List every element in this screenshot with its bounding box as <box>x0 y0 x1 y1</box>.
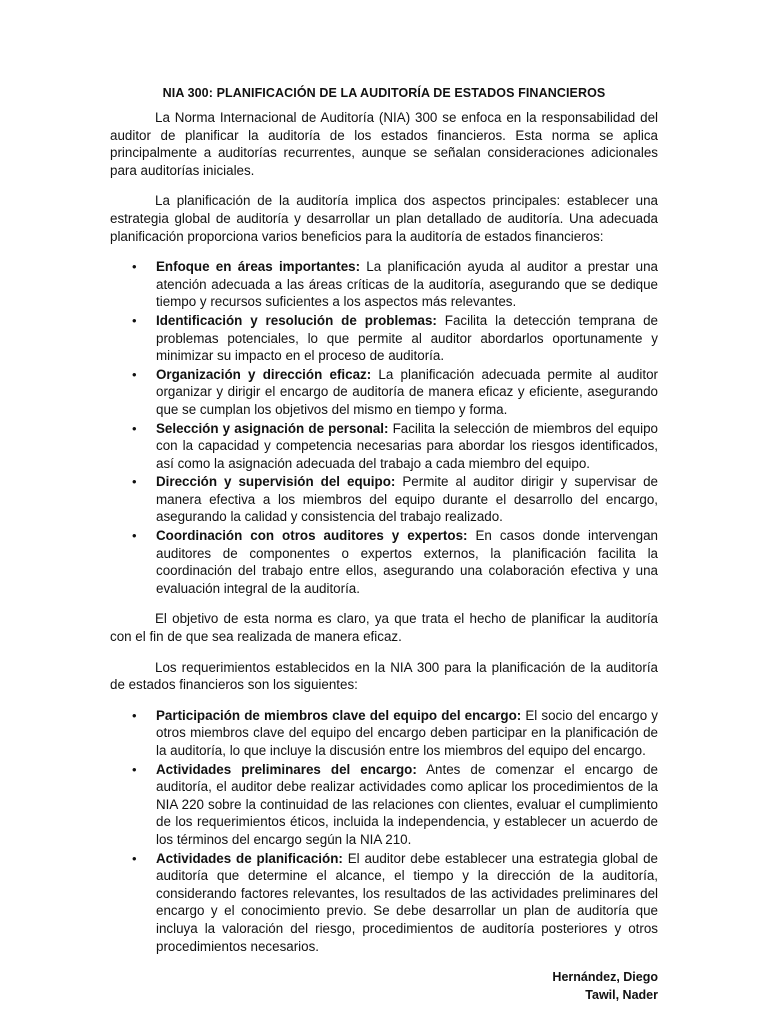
benefit-text: Facilita la selección de miembros del equipo con la capacidad y competencia necesarias para abordar los riesgos identificados, así como la asignación adecuada del trabajo a cada miembro del equipo. <box>156 420 658 471</box>
signature-block <box>110 968 658 1004</box>
bullet-icon: • <box>132 761 137 777</box>
requirement-term: Actividades preliminares del encargo: <box>156 761 417 777</box>
bullet-icon: • <box>132 420 137 436</box>
intro-paragraph-2: La planificación de la auditoría implica dos aspectos principales: establecer una estrategia global de auditoría y desarrollar un plan detallado de auditoría. Una adecuada planificación proporciona varios beneficios para la auditoría de estados financieros: <box>110 193 658 244</box>
benefit-term: Dirección y supervisión del equipo: <box>156 474 396 490</box>
bullet-icon: • <box>132 312 137 328</box>
author-name: Hernández, Diego <box>552 970 658 985</box>
benefit-term: Organización y dirección eficaz: <box>156 366 372 382</box>
bullet-icon: • <box>132 707 137 723</box>
benefit-term: Selección y asignación de personal: <box>156 420 389 436</box>
benefit-text: Permite al auditor dirigir y supervisar de manera efectiva a los miembros del equipo durante el desarrollo del encargo, asegurando la calidad y consistencia del trabajo realizado. <box>156 474 659 525</box>
intro-paragraph-1: La Norma Internacional de Auditoría (NIA) 300 se enfoca en la responsabilidad del auditor de planificar la auditoría de los estados financieros. Esta norma se aplica principalmente a auditorías recurrentes, aunque se señalan consideraciones adicionales para auditorías iniciales. <box>110 110 658 178</box>
requirement-text: Antes de comenzar el encargo de auditoría, el auditor debe realizar actividades como aplicar los procedimientos de la NIA 220 sobre la continuidad de las relaciones con clientes, evaluar el cumplimiento de los requerimientos éticos, incluida la independencia, y establecer un acuerdo de los términos del encargo según la NIA 210. <box>156 761 658 847</box>
bullet-icon: • <box>132 259 137 275</box>
list-item <box>110 420 658 473</box>
requirements-list <box>110 707 658 955</box>
list-item <box>110 366 658 419</box>
objective-paragraph: El objetivo de esta norma es claro, ya que trata el hecho de planificar la auditoría con el fin de que sea realizada de manera eficaz. <box>110 611 658 645</box>
list-item <box>110 258 658 311</box>
author-name: Tawil, Nader <box>585 988 658 1003</box>
requirements-intro-paragraph: Los requerimientos establecidos en la NIA 300 para la planificación de la auditoría de estados financieros son los siguientes: <box>110 659 658 693</box>
list-item <box>110 850 658 956</box>
benefit-term: Coordinación con otros auditores y expertos: <box>156 528 468 544</box>
requirement-text: El socio del encargo y otros miembros clave del equipo del encargo deben participar en la planificación de la auditoría, lo que incluye la discusión entre los miembros del equipo del encargo. <box>156 707 658 758</box>
requirement-term: Actividades de planificación: <box>156 850 343 866</box>
list-item <box>110 527 658 597</box>
benefit-text: Facilita la detección temprana de problemas potenciales, lo que permite al auditor abordarlos oportunamente y minimizar su impacto en el proceso de auditoría. <box>156 312 658 364</box>
list-item <box>110 707 658 760</box>
benefits-list <box>110 258 658 597</box>
list-item <box>110 312 658 365</box>
benefit-term: Enfoque en áreas importantes: <box>156 259 361 275</box>
bullet-icon: • <box>132 850 137 866</box>
benefit-term: Identificación y resolución de problemas: <box>156 312 437 328</box>
bullet-icon: • <box>132 366 137 382</box>
list-item <box>110 761 658 849</box>
benefit-text: La planificación adecuada permite al auditor organizar y dirigir el encargo de auditoría de manera eficaz y eficiente, asegurando que se cumplan los objetivos del mismo en tiempo y forma. <box>156 366 658 417</box>
requirement-text: El auditor debe establecer una estrategia global de auditoría que determine el alcance, el tiempo y la dirección de la auditoría, considerando factores relevantes, los resultados de las actividades preliminares del encargo y el conocimiento previo. Se debe desarrollar un plan de auditoría que incluya la valoración del riesgo, procedimientos de auditoría posteriores y otros procedimientos necesarios. <box>156 850 658 954</box>
benefit-text: La planificación ayuda al auditor a prestar una atención adecuada a las áreas críticas de la auditoría, asegurando que se dedique tiempo y recursos suficientes a los aspectos más relevantes. <box>156 259 658 310</box>
bullet-icon: • <box>132 528 137 544</box>
list-item <box>110 473 658 526</box>
bullet-icon: • <box>132 474 137 490</box>
benefit-text: En casos donde intervengan auditores de componentes o expertos externos, la planificación facilita la coordinación del trabajo entre ellos, asegurando una colaboración efectiva y una evaluación integral de la auditoría. <box>156 528 658 596</box>
document-title: NIA 300: PLANIFICACIÓN DE LA AUDITORÍA DE ESTADOS FINANCIEROS <box>162 86 606 100</box>
requirement-term: Participación de miembros clave del equipo del encargo: <box>156 707 522 723</box>
